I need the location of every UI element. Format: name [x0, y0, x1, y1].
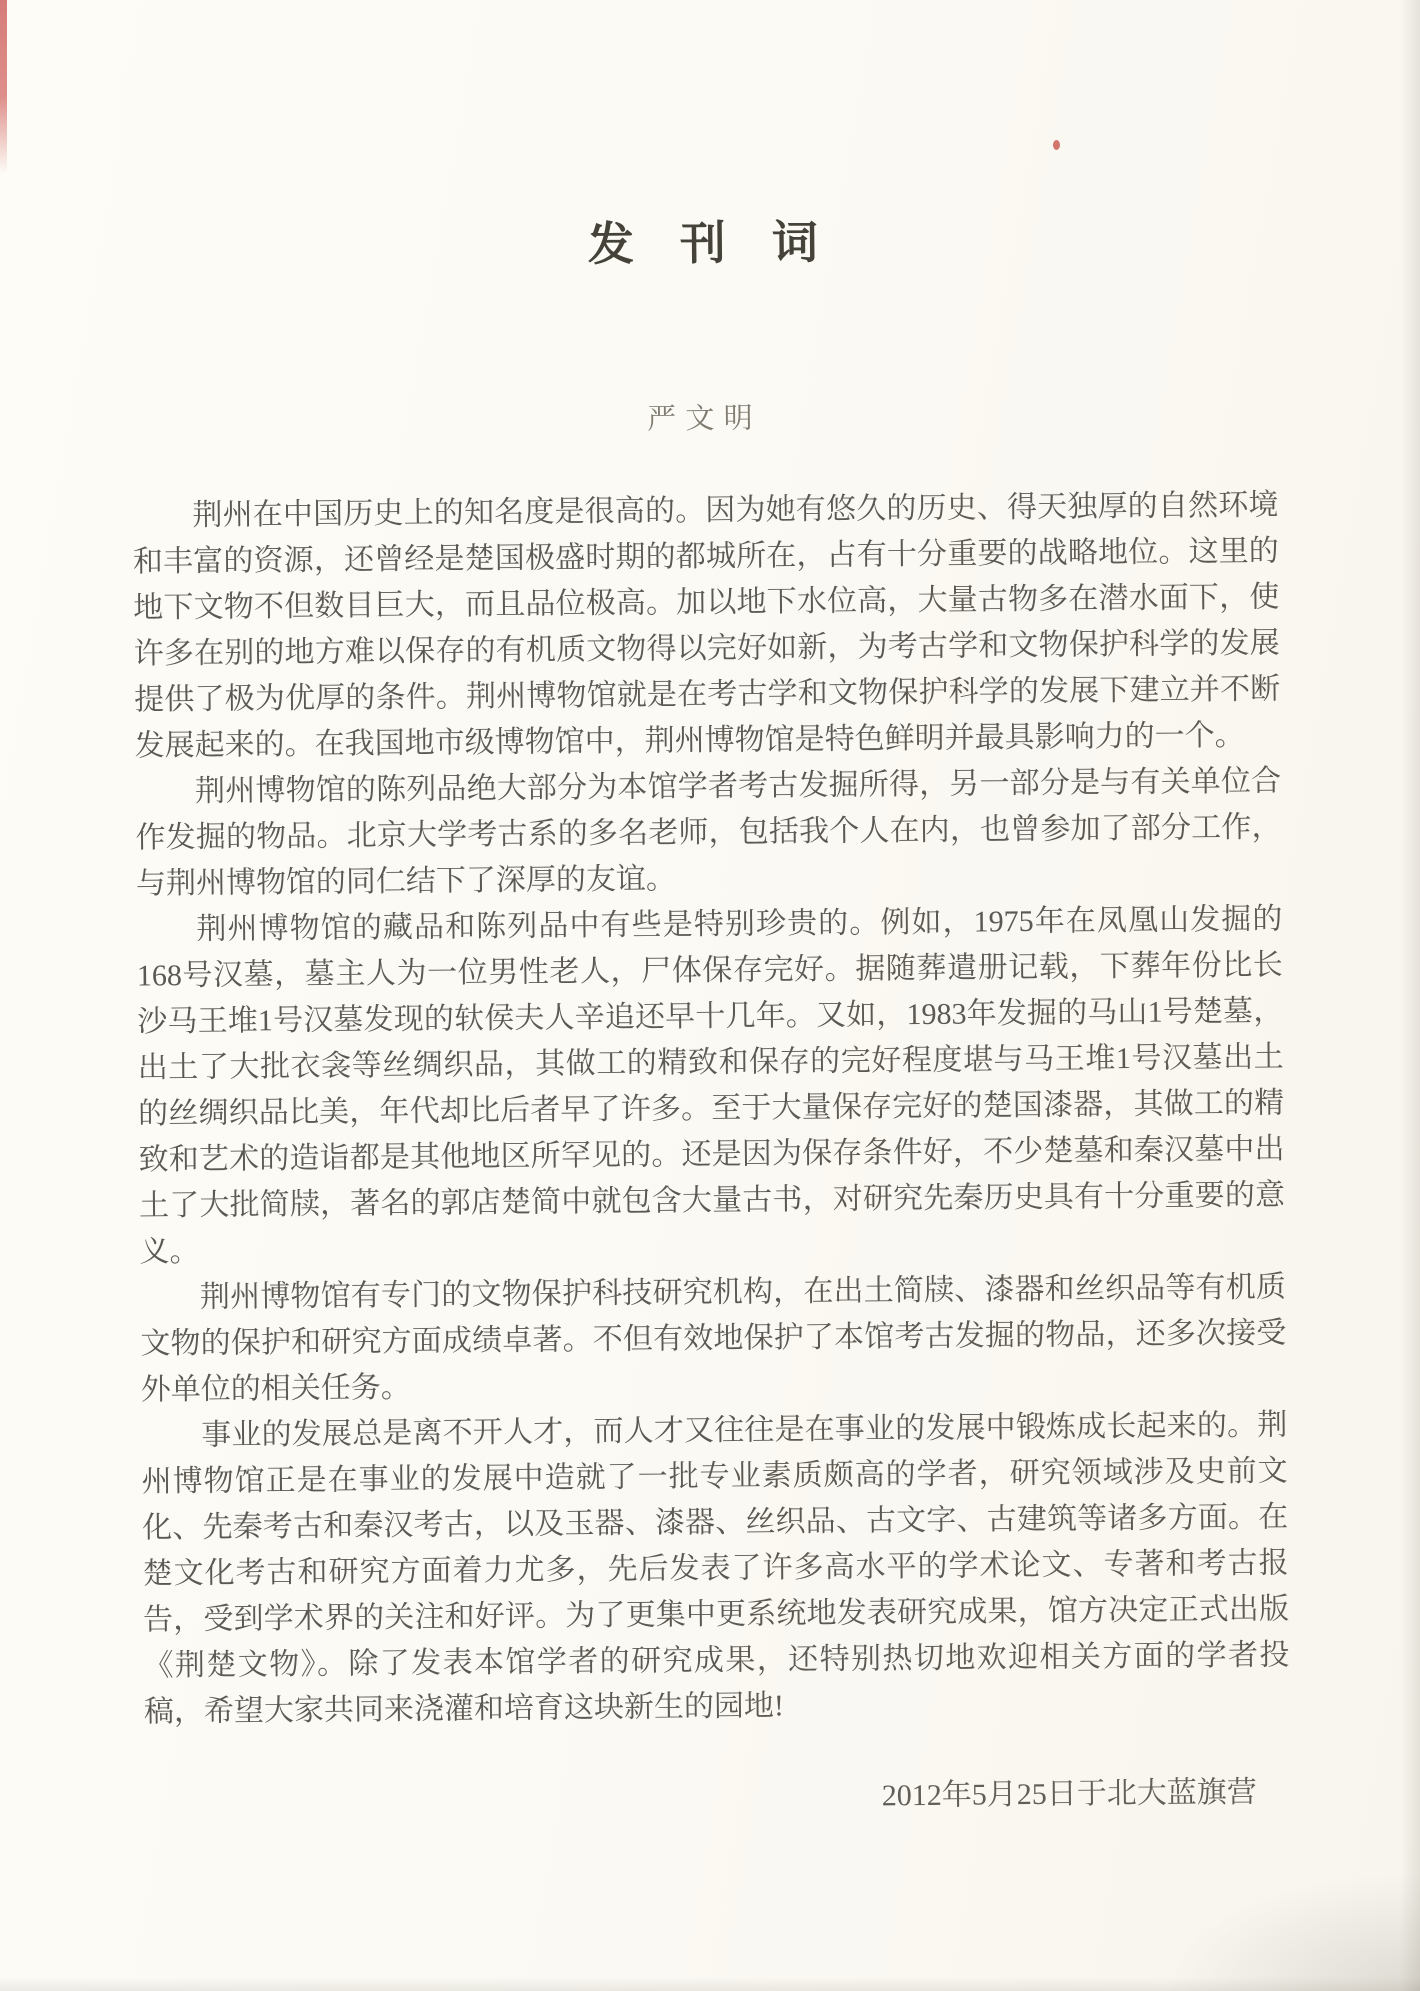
author-name: 严文明	[646, 402, 763, 436]
page-title: 发 刊 词	[587, 216, 819, 271]
paragraph-4: 荆州博物馆有专门的文物保护科技研究机构，在出土简牍、漆器和丝织品等有机质文物的保护和研究方面成绩卓著。不但有效地保护了本馆考古发掘的物品，还多次接受外单位的相关任务。	[140, 1270, 1287, 1407]
scan-right-edge-shadow	[1400, 0, 1420, 1991]
paragraph-3: 荆州博物馆的藏品和陈列品中有些是特别珍贵的。例如，1975年在凤凰山发掘的168号汉墓，墓主人为一位男性老人，尸体保存完好。据随葬遣册记载，下葬年份比长沙马王堆1号汉墓发现的轪侯夫人辛追还早十几年。又如，1983年发掘的马山1号楚墓，出土了大批衣衾等丝绸织品，其做工的精致和保存的完好程度堪与马王堆1号汉墓出土的丝绸织品比美，年代却比后者早了许多。至于大量保存完好的楚国漆器，其做工的精致和艺术的造诣都是其他地区所罕见的。还是因为保存条件好，不少楚墓和秦汉墓中出土了大批简牍，著名的郭店楚简中就包含大量古书，对研究先秦历史具有十分重要的意义。	[136, 902, 1286, 1269]
text-column	[128, 0, 1291, 1825]
paragraph-1: 荆州在中国历史上的知名度是很高的。因为她有悠久的历史、得天独厚的自然环境和丰富的资源，还曾经是楚国极盛时期的都城所在，占有十分重要的战略地位。这里的地下文物不但数目巨大，而且品位极高。加以地下水位高，大量古物多在潜水面下，使许多在别的地方难以保存的有机质文物得以完好如新，为考古学和文物保护科学的发展提供了极为优厚的条件。荆州博物馆就是在考古学和文物保护科学的发展下建立并不断发展起来的。在我国地市级博物馆中，荆州博物馆是特色鲜明并最具影响力的一个。	[132, 488, 1281, 763]
paragraph-5: 事业的发展总是离不开人才，而人才又往往是在事业的发展中锻炼成长起来的。荆州博物馆正是在事业的发展中造就了一批专业素质颇高的学者，研究领域涉及史前文化、先秦考古和秦汉考古，以及玉器、漆器、丝织品、古文字、古建筑等诸多方面。在楚文化考古和研究方面着力尤多，先后发表了许多高水平的学术论文、专著和考古报告，受到学术界的关注和好评。为了更集中更系统地发表研究成果，馆方决定正式出版《荆楚文物》。除了发表本馆学者的研究成果，还特别热切地欢迎相关方面的学者投稿，希望大家共同来浇灌和培育这块新生的园地!	[141, 1408, 1290, 1729]
paragraph-2: 荆州博物馆的陈列品绝大部分为本馆学者考古发掘所得，另一部分是与有关单位合作发掘的物品。北京大学考古系的多名老师，包括我个人在内，也曾参加了部分工作，与荆州博物馆的同仁结下了深厚的友谊。	[135, 764, 1282, 901]
scan-edge-red-strip	[0, 0, 7, 174]
scan-corner-shade	[1160, 1871, 1420, 1991]
body-text	[132, 483, 1290, 1736]
dateline: 2012年5月25日于北大蓝旗营	[881, 1775, 1257, 1813]
